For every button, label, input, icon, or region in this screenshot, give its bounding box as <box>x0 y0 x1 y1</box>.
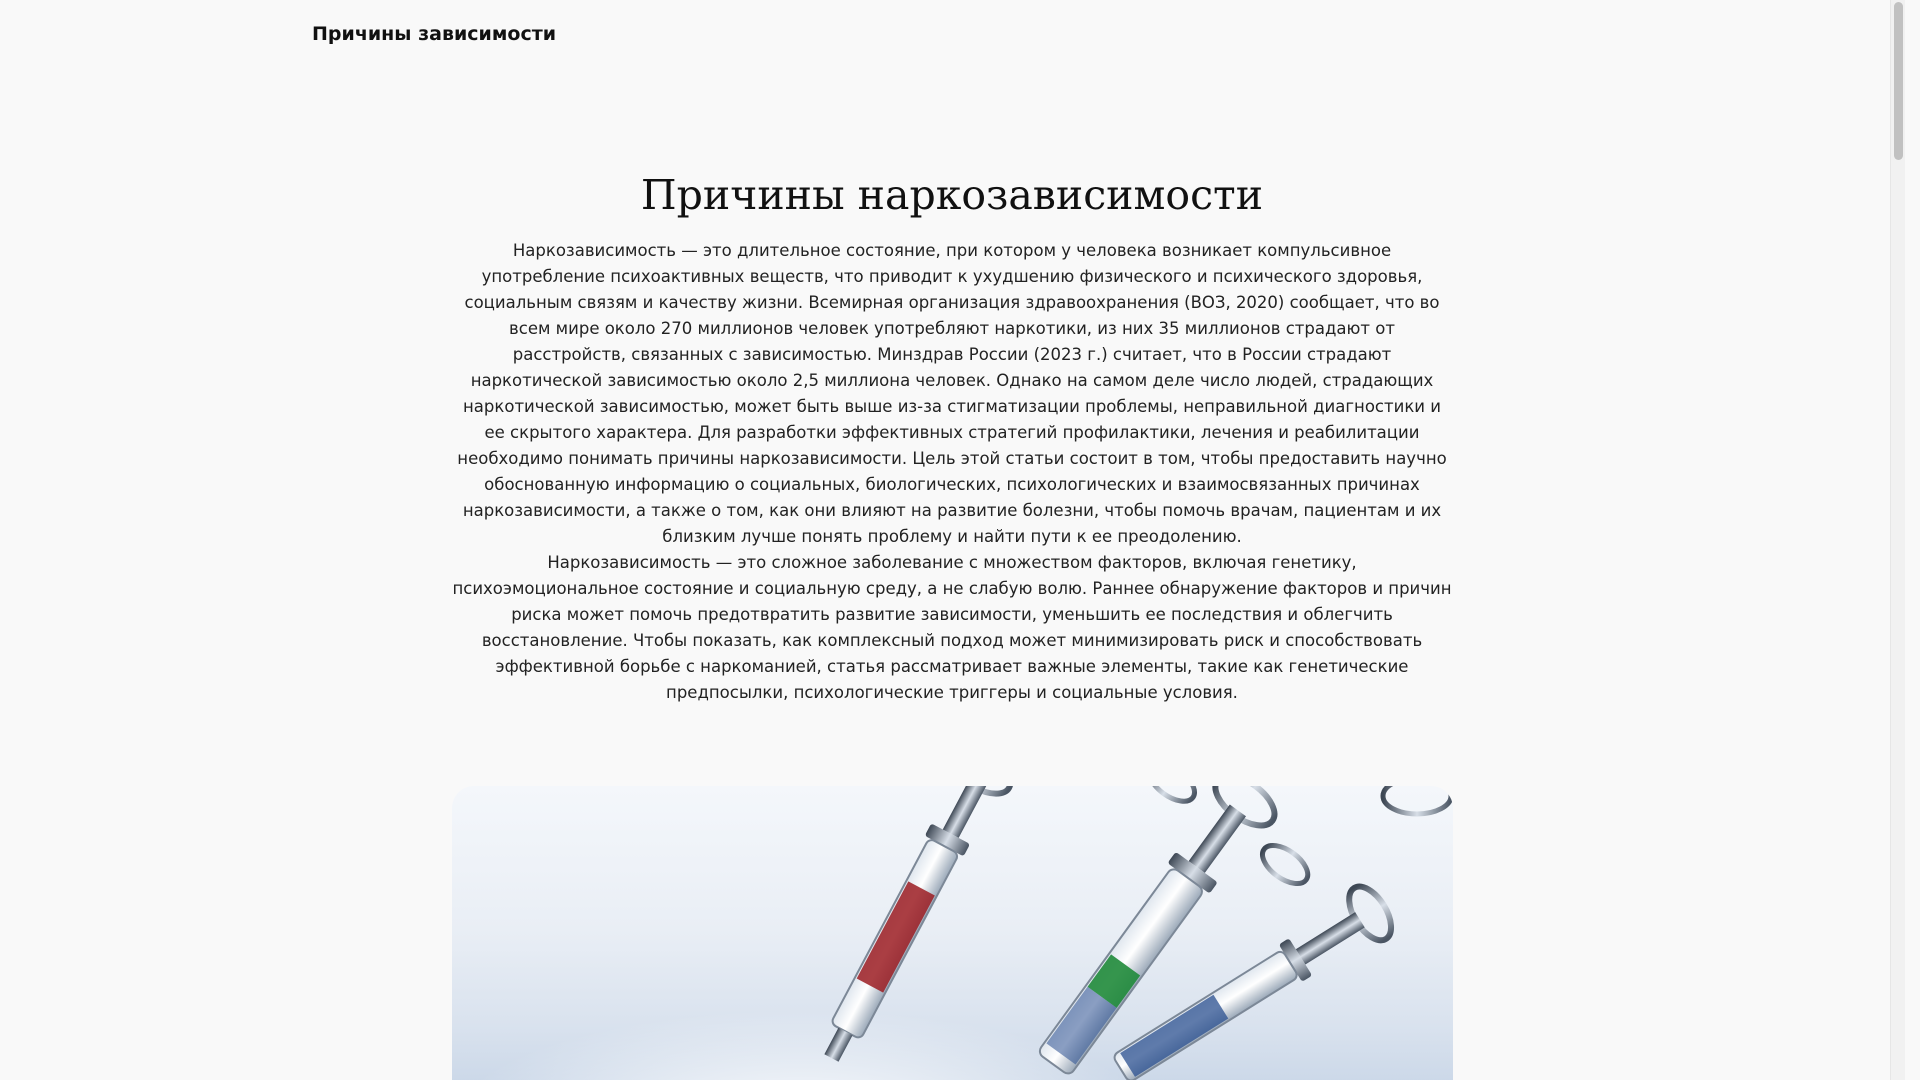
post-paragraph-summary: Наркозависимость — это сложное заболевание с множеством факторов, включая генетику, психоэмоциональное состояние и социальную среду, а не слабую волю. Раннее обнаружение факторов и причин риска может помочь предотвратить развитие зависимости, уменьшить ее последствия и облегчить восстановление. Чтобы показать, как комплексный подход может минимизировать риск и способствовать эффективной борьбе с наркоманией, статья рассматривает важные элементы, такие как генетические предпосылки, психологические триггеры и социальные условия. <box>452 553 1452 702</box>
site-header <box>312 18 556 50</box>
featured-image-syringes <box>452 786 1453 1080</box>
post-body <box>452 238 1452 706</box>
site-title-link[interactable]: Причины зависимости <box>312 23 557 45</box>
syringes-illustration <box>452 786 1453 1080</box>
post-title: Причины наркозависимости <box>640 171 1264 219</box>
scrollbar-thumb[interactable] <box>1894 2 1903 160</box>
page-scrollbar[interactable] <box>1890 0 1905 1080</box>
post-content <box>452 168 1452 706</box>
post-paragraph-intro: Наркозависимость — это длительное состояние, при котором у человека возникает компульсивное употребление психоактивных веществ, что приводит к ухудшению физического и психического здоровья, социальным связям и качеству жизни. Всемирная организация здравоохранения (ВОЗ, 2020) сообщает, что во всем мире около 270 миллионов человек употребляют наркотики, из них 35 миллионов страдают от расстройств, связанных с зависимостью. Минздрав России (2023 г.) считает, что в России страдают наркотической зависимостью около 2,5 миллиона человек. Однако на самом деле число людей, страдающих наркотической зависимостью, может быть выше из-за стигматизации проблемы, неправильной диагностики и ее скрытого характера. Для разработки эффективных стратегий профилактики, лечения и реабилитации необходимо понимать причины наркозависимости. Цель этой статьи состоит в том, чтобы предоставить научно обоснованную информацию о социальных, биологических, психологических и взаимосвязанных причинах наркозависимости, а также о том, как они влияют на развитие болезни, чтобы помочь врачам, пациентам и их близким лучше понять проблему и найти пути к ее преодолению. <box>457 241 1447 546</box>
